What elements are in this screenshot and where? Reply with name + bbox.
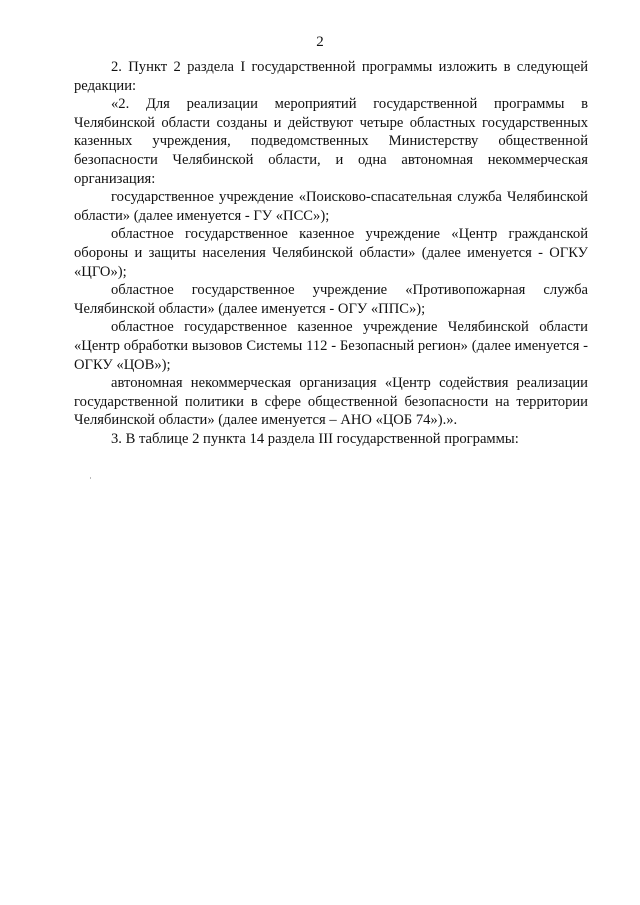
- paragraph-item-2-amendment: 2. Пункт 2 раздела I государственной программы изложить в следующей редакции:: [74, 59, 588, 94]
- paragraph-item-3-table-2: 3. В таблице 2 пункта 14 раздела III государственной программы:: [111, 430, 519, 447]
- paragraph-ano-cob-74: автономная некоммерческая организация «Центр содействия реализации государственной политики в сфере общественной безопасности на территории Челябинской области» (далее именуется – АНО «ЦОБ 74»).».: [74, 375, 588, 429]
- paragraph-ogu-pps: областное государственное учреждение «Противопожарная служба Челябинской области» (далее именуется - ОГУ «ППС»);: [74, 282, 588, 317]
- paragraph-gu-pss: государственное учреждение «Поисково-спасательная служба Челябинской области» (далее именуется - ГУ «ПСС»);: [74, 189, 588, 224]
- paragraph-new-point-2-intro: «2. Для реализации мероприятий государственной программы в Челябинской области созданы и действуют четыре областных государственных казенных учреждения, подведомственных Министерству общественной безопасности Челябинской области, и одна автономная некоммерческая организация:: [74, 96, 588, 187]
- paragraph-ogku-cov: областное государственное казенное учреждение Челябинской области «Центр обработки вызовов Системы 112 - Безопасный регион» (далее именуется - ОГКУ «ЦОВ»);: [74, 319, 588, 373]
- paragraph-ogku-cgo: областное государственное казенное учреждение «Центр гражданской обороны и защиты населения Челябинской области» (далее именуется - ОГКУ «ЦГО»);: [74, 226, 588, 280]
- scan-artifact: [90, 477, 91, 479]
- document-body: [74, 58, 588, 448]
- page-number: 2: [316, 34, 324, 50]
